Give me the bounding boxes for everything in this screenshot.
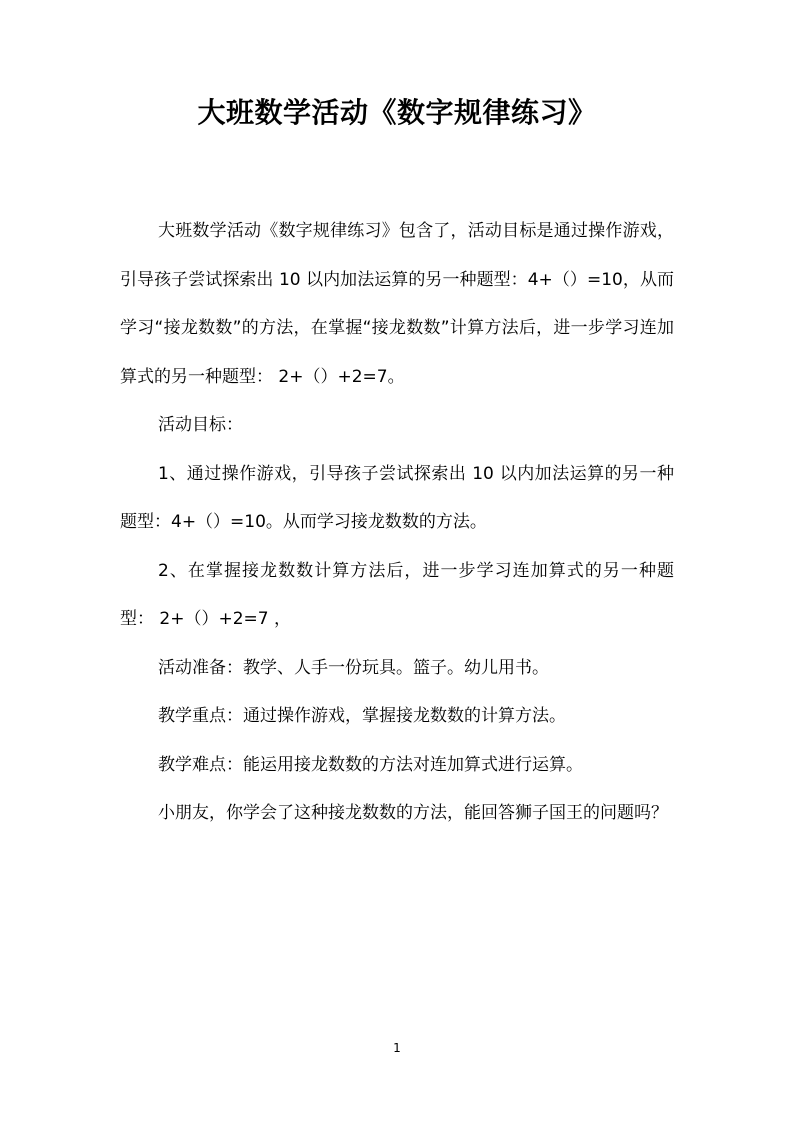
difficulties-paragraph: 教学难点：能运用接龙数数的方法对连加算式进行运算。: [158, 754, 583, 775]
page-number: 1: [393, 1041, 401, 1055]
document-title: 大班数学活动《数字规律练习》: [197, 96, 597, 129]
intro-paragraph: 大班数学活动《数字规律练习》包含了，活动目标是通过操作游戏，引导孩子尝试探索出 10 以内加法运算的另一种题型：4+（）=10，从而学习“接龙数数”的方法，在掌握“接龙数数”计算方法后，进一步学习连加算式的另一种题型： 2+（）+2=7。: [120, 221, 674, 387]
objectives-heading: 活动目标：: [158, 415, 243, 435]
preparation-paragraph: 活动准备：教学、人手一份玩具。篮子。幼儿用书。: [158, 657, 549, 678]
key-points-paragraph: 教学重点：通过操作游戏，掌握接龙数数的计算方法。: [158, 706, 566, 726]
objective-item-1: 1、通过操作游戏，引导孩子尝试探索出 10 以内加法运算的另一种题型：4+（）=10。从而学习接龙数数的方法。: [120, 463, 674, 532]
closing-question-paragraph: 小朋友，你学会了这种接龙数数的方法，能回答狮子国王的问题吗？: [158, 803, 668, 823]
objective-item-2: 2、在掌握接龙数数计算方法后，进一步学习连加算式的另一种题型： 2+（）+2=7 ，: [120, 560, 674, 629]
document-body: [120, 207, 674, 838]
